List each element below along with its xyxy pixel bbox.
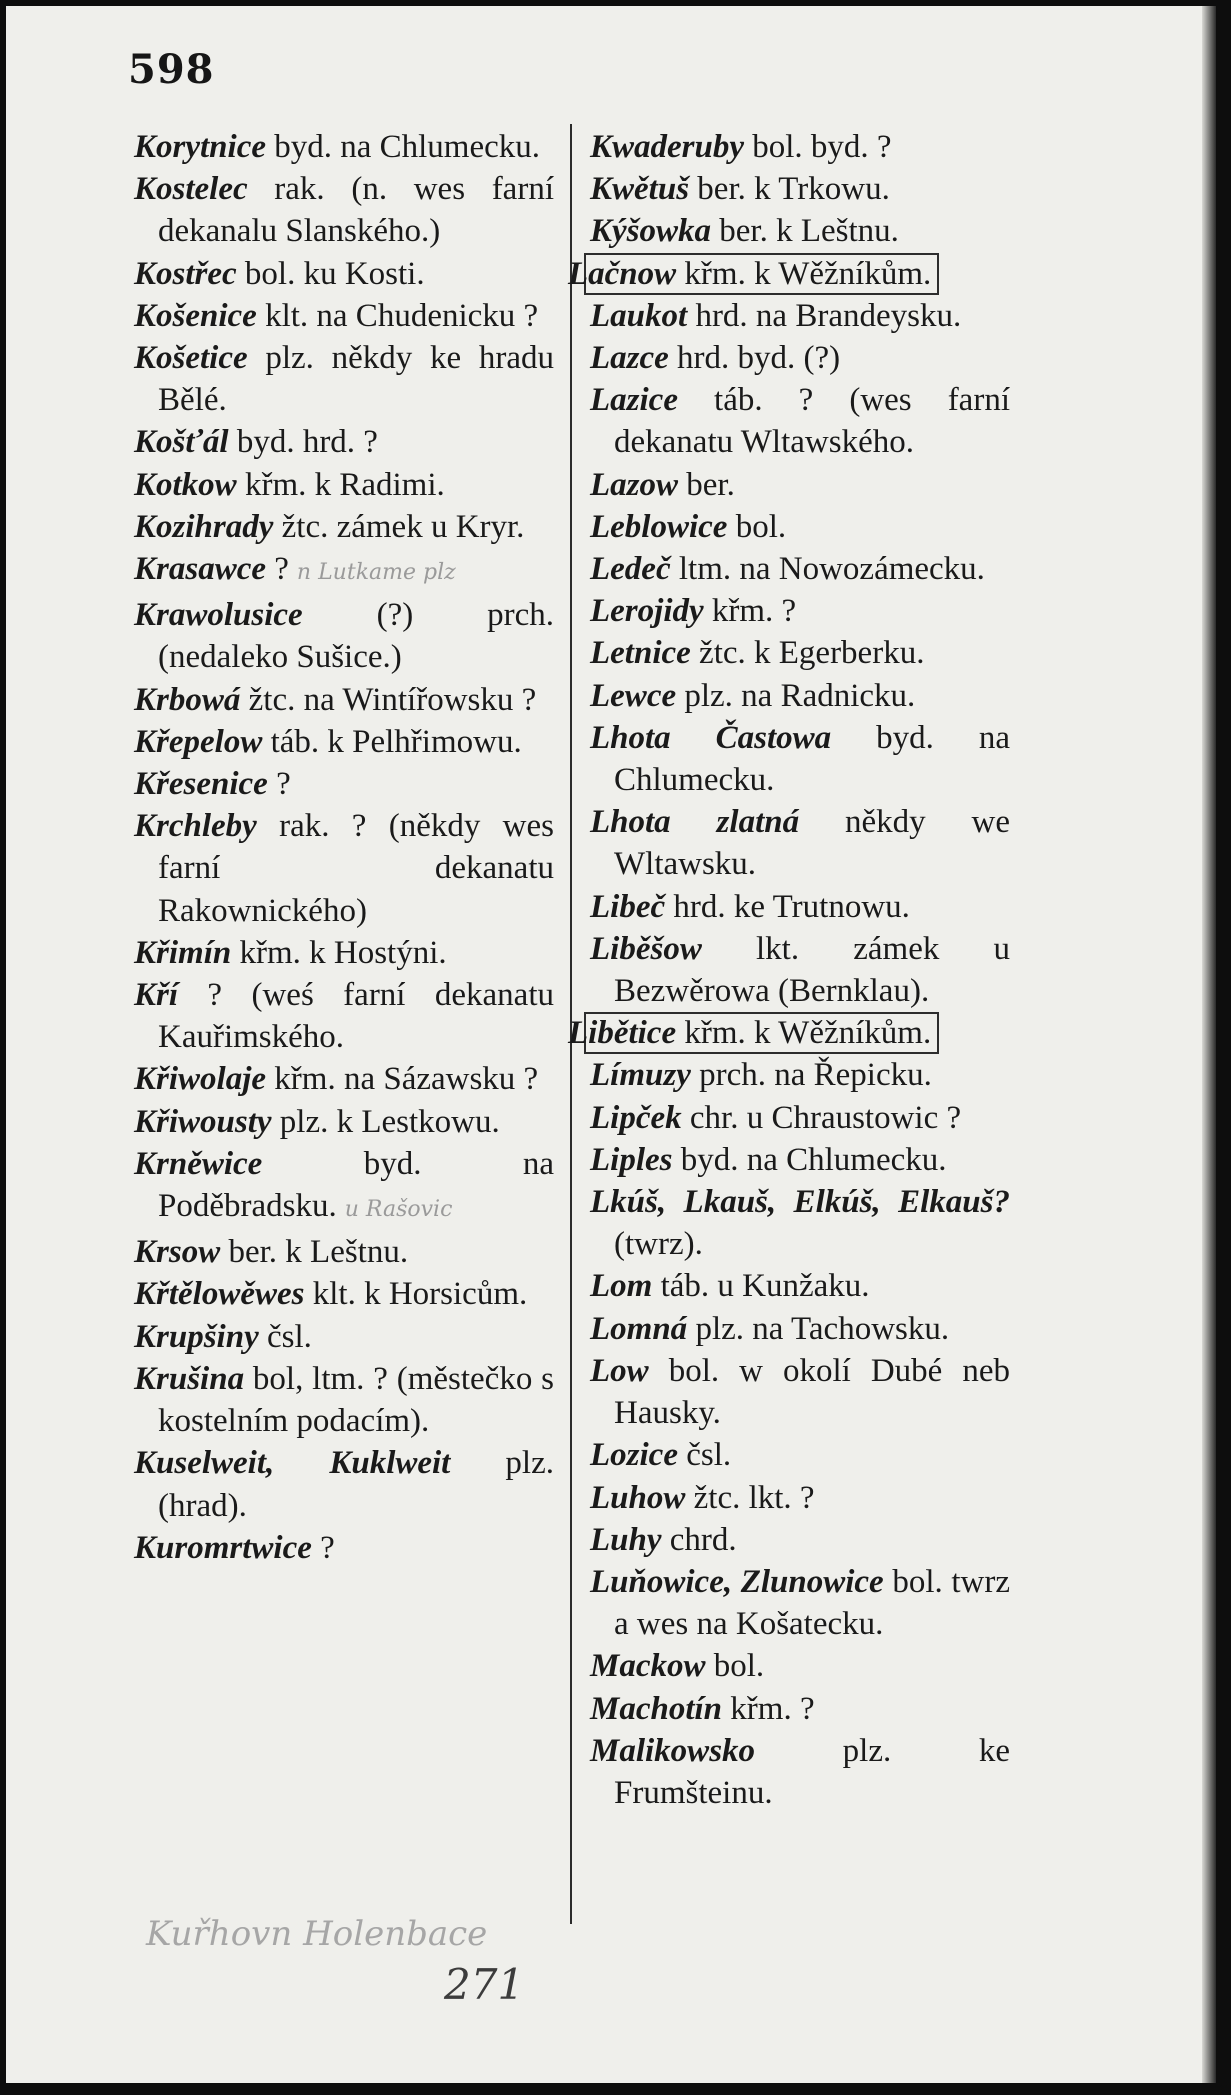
entry-description: křm. ?: [722, 1690, 815, 1727]
entry-description: táb. k Pelhřimowu.: [262, 723, 522, 760]
gazetteer-entry: [134, 1143, 554, 1231]
entry-description: byd. na Chlumecku.: [265, 129, 541, 165]
entry-place-name: Malikowsko: [590, 1732, 756, 1769]
entry-place-name: Lačnow: [568, 255, 677, 292]
entry-description: plz. někdy ke hradu Bělé.: [158, 340, 554, 419]
boxed-entry: [568, 253, 939, 295]
entry-description: táb. ? (wes farní dekanatu Wltawského.: [614, 382, 1010, 461]
entry-description: byd. hrd. ?: [228, 424, 378, 461]
entry-place-name: Korytnice: [134, 129, 266, 165]
gazetteer-entry: [590, 337, 1010, 379]
entry-place-name: Košetice: [134, 340, 248, 377]
entry-place-name: Kýšowka: [590, 213, 712, 250]
entry-description: plz. (hrad).: [158, 1445, 554, 1524]
entry-place-name: Křiwolaje: [134, 1061, 267, 1098]
gazetteer-entry: [134, 1273, 554, 1315]
entry-place-name: Kwětuš: [590, 171, 690, 208]
entry-place-name: Luhow: [590, 1479, 686, 1516]
gazetteer-entry: [590, 379, 1010, 463]
gazetteer-entry: [590, 295, 1010, 337]
gazetteer-entry: [134, 679, 554, 721]
entry-place-name: Laukot: [590, 297, 688, 334]
entry-description: křm. k Radimi.: [236, 466, 445, 503]
entry-description: (twrz).: [614, 1226, 703, 1263]
gazetteer-entry: [134, 506, 554, 548]
gazetteer-entry: [590, 590, 1010, 632]
gazetteer-entry: [590, 1097, 1010, 1139]
entry-place-name: Kostřec: [134, 255, 237, 292]
entry-description: ber. k Trkowu.: [689, 171, 890, 208]
gazetteer-entry: [590, 1181, 1010, 1265]
entry-description: bol. twrz a wes na Košatecku.: [614, 1563, 1011, 1643]
entry-place-name: Lipček: [590, 1099, 682, 1136]
handwritten-annotation: u Rašovic: [344, 1197, 453, 1223]
entry-description: byd. na Chlumecku.: [672, 1141, 947, 1178]
entry-description: ?: [311, 1529, 335, 1566]
entry-description: byd. na Chlumecku.: [614, 719, 1010, 799]
entry-place-name: Luňowice, Zlunowice: [590, 1563, 884, 1600]
gazetteer-entry: [134, 1442, 554, 1526]
entry-description: ber. k Leštnu.: [220, 1234, 409, 1271]
entry-place-name: Krchleby: [134, 808, 257, 845]
gazetteer-entry: [134, 548, 554, 594]
gazetteer-entry: [590, 632, 1010, 674]
entry-description: rak. (n. wes farní dekanalu Slanského.): [158, 171, 554, 250]
entry-description: hrd. na Brandeysku.: [687, 297, 962, 334]
entry-place-name: Krněwice: [134, 1145, 263, 1182]
entry-place-name: Křesenice: [134, 766, 268, 803]
entry-description: bol.: [705, 1648, 765, 1685]
entry-description: plz. k Lestkowu.: [271, 1103, 500, 1140]
entry-place-name: Libětice: [568, 1015, 677, 1052]
entry-place-name: Lazow: [590, 466, 679, 503]
gazetteer-entry: [590, 1730, 1010, 1814]
entry-place-name: Krbowá: [134, 681, 241, 718]
gazetteer-entry: [590, 717, 1010, 801]
entry-description: ?: [267, 766, 291, 803]
entry-place-name: Límuzy: [590, 1057, 691, 1094]
entry-description: křm. k Wěžníkům.: [676, 255, 932, 292]
gazetteer-entry: [134, 763, 554, 805]
entry-place-name: Kostelec: [134, 171, 248, 208]
gazetteer-entry: [590, 675, 1010, 717]
entry-place-name: Krawolusice: [134, 597, 303, 634]
gazetteer-entry: [590, 464, 1010, 506]
entry-place-name: Lazce: [590, 340, 669, 377]
entry-description: prch. na Řepicku.: [690, 1057, 932, 1094]
entry-place-name: Lewce: [590, 677, 677, 714]
entry-description: ber. k Leštnu.: [711, 213, 899, 250]
entry-place-name: Lazice: [590, 382, 678, 419]
entry-description: čsl.: [677, 1437, 732, 1474]
entry-place-name: Lkúš, Lkauš, Elkúš, Elkauš?: [590, 1184, 1010, 1221]
entry-description: bol. ku Kosti.: [236, 255, 425, 292]
gazetteer-entry: [590, 1688, 1010, 1730]
entry-place-name: Lozice: [590, 1437, 678, 1474]
entry-description: křm. k Hostýni.: [231, 934, 447, 971]
page-number: 598: [128, 46, 215, 93]
gazetteer-entry: [590, 1477, 1010, 1519]
right-column: [568, 126, 1011, 1814]
entry-place-name: Lom: [590, 1268, 653, 1305]
gazetteer-entry: [590, 1308, 1010, 1350]
entry-description: klt. k Horsicům.: [304, 1276, 528, 1313]
entry-place-name: Krušina: [134, 1360, 245, 1397]
entry-place-name: Luhy: [590, 1521, 662, 1558]
gazetteer-entry: [590, 1350, 1010, 1434]
gazetteer-entry: [134, 337, 554, 421]
gazetteer-entry: [134, 1101, 554, 1143]
handwritten-number: 271: [444, 1960, 525, 2009]
entry-description: (?) prch. (nedaleko Sušice.): [158, 597, 554, 676]
entry-description: ? (weś farní dekanatu Kauřimského.: [158, 977, 554, 1056]
gazetteer-entry: [590, 1265, 1010, 1307]
entry-description: rak. ? (někdy wes farní dekanatu Rakownického): [158, 808, 554, 929]
page-edge-shadow: [1202, 6, 1216, 2083]
entry-description: hrd. byd. (?): [668, 340, 841, 377]
gazetteer-entry: [590, 886, 1010, 928]
entry-place-name: Kwaderuby: [590, 129, 745, 165]
entry-description: žtc. lkt. ?: [685, 1479, 815, 1516]
gazetteer-entry: [134, 464, 554, 506]
entry-place-name: Křtělowěwes: [134, 1276, 305, 1313]
entry-description: ?: [266, 551, 289, 588]
gazetteer-entry: [568, 253, 1010, 295]
entry-place-name: Liběšow: [590, 930, 702, 967]
entry-description: plz. na Tachowsku.: [687, 1310, 950, 1347]
gazetteer-entry: [590, 1434, 1010, 1476]
handwritten-annotation: n Lutkame plz: [296, 560, 456, 586]
gazetteer-entry: [590, 126, 1010, 168]
handwritten-note: Kuřhovn Holenbace: [146, 1914, 488, 1954]
boxed-entry: [568, 1012, 939, 1054]
gazetteer-entry: [590, 1054, 1010, 1096]
entry-description: bol. w okolí Dubé neb Hausky.: [614, 1352, 1010, 1432]
entry-place-name: Low: [590, 1352, 649, 1389]
gazetteer-entry: [134, 295, 554, 337]
entry-description: někdy we Wltawsku.: [614, 804, 1010, 883]
gazetteer-entry: [134, 1058, 554, 1100]
entry-description: křm. k Wěžníkům.: [676, 1015, 932, 1052]
entry-description: chrd.: [661, 1521, 737, 1558]
gazetteer-entry: [134, 126, 554, 168]
gazetteer-entry: [134, 805, 554, 932]
gazetteer-entry: [134, 1358, 554, 1442]
entry-description: žtc. k Egerberku.: [690, 635, 925, 672]
entry-description: čsl.: [258, 1318, 312, 1355]
gazetteer-entry: [134, 974, 554, 1058]
entry-place-name: Krasawce: [134, 551, 266, 588]
gazetteer-entry: [590, 210, 1010, 252]
entry-description: křm. ?: [703, 593, 797, 630]
entry-description: plz. ke Frumšteinu.: [614, 1732, 1010, 1811]
gazetteer-entry: [134, 1316, 554, 1358]
entry-description: lkt. zámek u Bezwěrowa (Bernklau).: [614, 930, 1010, 1010]
entry-place-name: Křimín: [134, 934, 232, 971]
entry-description: hrd. ke Trutnowu.: [665, 888, 910, 925]
entry-description: ber.: [678, 466, 735, 503]
entry-place-name: Lhota Častowa: [590, 719, 832, 756]
entry-place-name: Ledeč: [590, 551, 671, 588]
entry-place-name: Křiwousty: [134, 1103, 272, 1140]
gazetteer-entry: [590, 168, 1010, 210]
gazetteer-entry: [590, 506, 1010, 548]
gazetteer-entry: [590, 548, 1010, 590]
entry-place-name: Mackow: [590, 1648, 706, 1685]
entry-description: ltm. na Nowozámecku.: [670, 551, 985, 588]
gazetteer-entry: [568, 1012, 1010, 1054]
entry-place-name: Lerojidy: [590, 593, 704, 630]
entry-description: bol.: [727, 508, 787, 545]
entry-place-name: Kuromrtwice: [134, 1529, 312, 1566]
entry-description: táb. u Kunžaku.: [652, 1268, 870, 1305]
entry-description: byd. na Poděbradsku.: [158, 1145, 554, 1225]
gazetteer-entry: [134, 721, 554, 763]
book-page: [6, 6, 1216, 2083]
entry-place-name: Košenice: [134, 297, 257, 334]
entry-place-name: Křepelow: [134, 723, 263, 760]
entry-place-name: Lhota zlatná: [590, 804, 800, 841]
entry-place-name: Leblowice: [590, 508, 728, 545]
entry-description: bol. byd. ?: [744, 129, 892, 165]
entry-place-name: Machotín: [590, 1690, 723, 1727]
gazetteer-entry: [134, 1527, 554, 1569]
gazetteer-entry: [590, 928, 1010, 1012]
left-column: [134, 126, 554, 1569]
gazetteer-entry: [590, 1645, 1010, 1687]
entry-description: chr. u Chraustowic ?: [681, 1099, 962, 1136]
entry-description: bol, ltm. ? (městečko s kostelním podacím).: [158, 1360, 554, 1440]
entry-place-name: Kuselweit, Kuklweit: [134, 1445, 451, 1482]
gazetteer-entry: [134, 253, 554, 295]
gazetteer-entry: [134, 1231, 554, 1273]
gazetteer-entry: [590, 801, 1010, 885]
entry-description: žtc. na Wintířowsku ?: [240, 681, 537, 718]
gazetteer-entry: [590, 1561, 1010, 1645]
entry-place-name: Kotkow: [134, 466, 237, 503]
entry-description: žtc. zámek u Kryr.: [273, 508, 525, 545]
entry-description: plz. na Radnicku.: [676, 677, 916, 714]
gazetteer-entry: [134, 421, 554, 463]
gazetteer-entry: [134, 932, 554, 974]
entry-place-name: Letnice: [590, 635, 691, 672]
gazetteer-entry: [590, 1519, 1010, 1561]
entry-place-name: Liples: [590, 1141, 673, 1178]
entry-place-name: Lomná: [590, 1310, 688, 1347]
entry-place-name: Krupšiny: [134, 1318, 259, 1355]
gazetteer-entry: [134, 594, 554, 678]
entry-place-name: Libeč: [590, 888, 666, 925]
entry-place-name: Košťál: [134, 424, 229, 461]
entry-description: křm. na Sázawsku ?: [266, 1061, 539, 1098]
gazetteer-entry: [134, 168, 554, 252]
entry-description: klt. na Chudenicku ?: [256, 297, 539, 334]
entry-place-name: Kří: [134, 977, 179, 1014]
entry-place-name: Krsow: [134, 1234, 221, 1271]
gazetteer-entry: [590, 1139, 1010, 1181]
entry-place-name: Kozihrady: [134, 508, 274, 545]
